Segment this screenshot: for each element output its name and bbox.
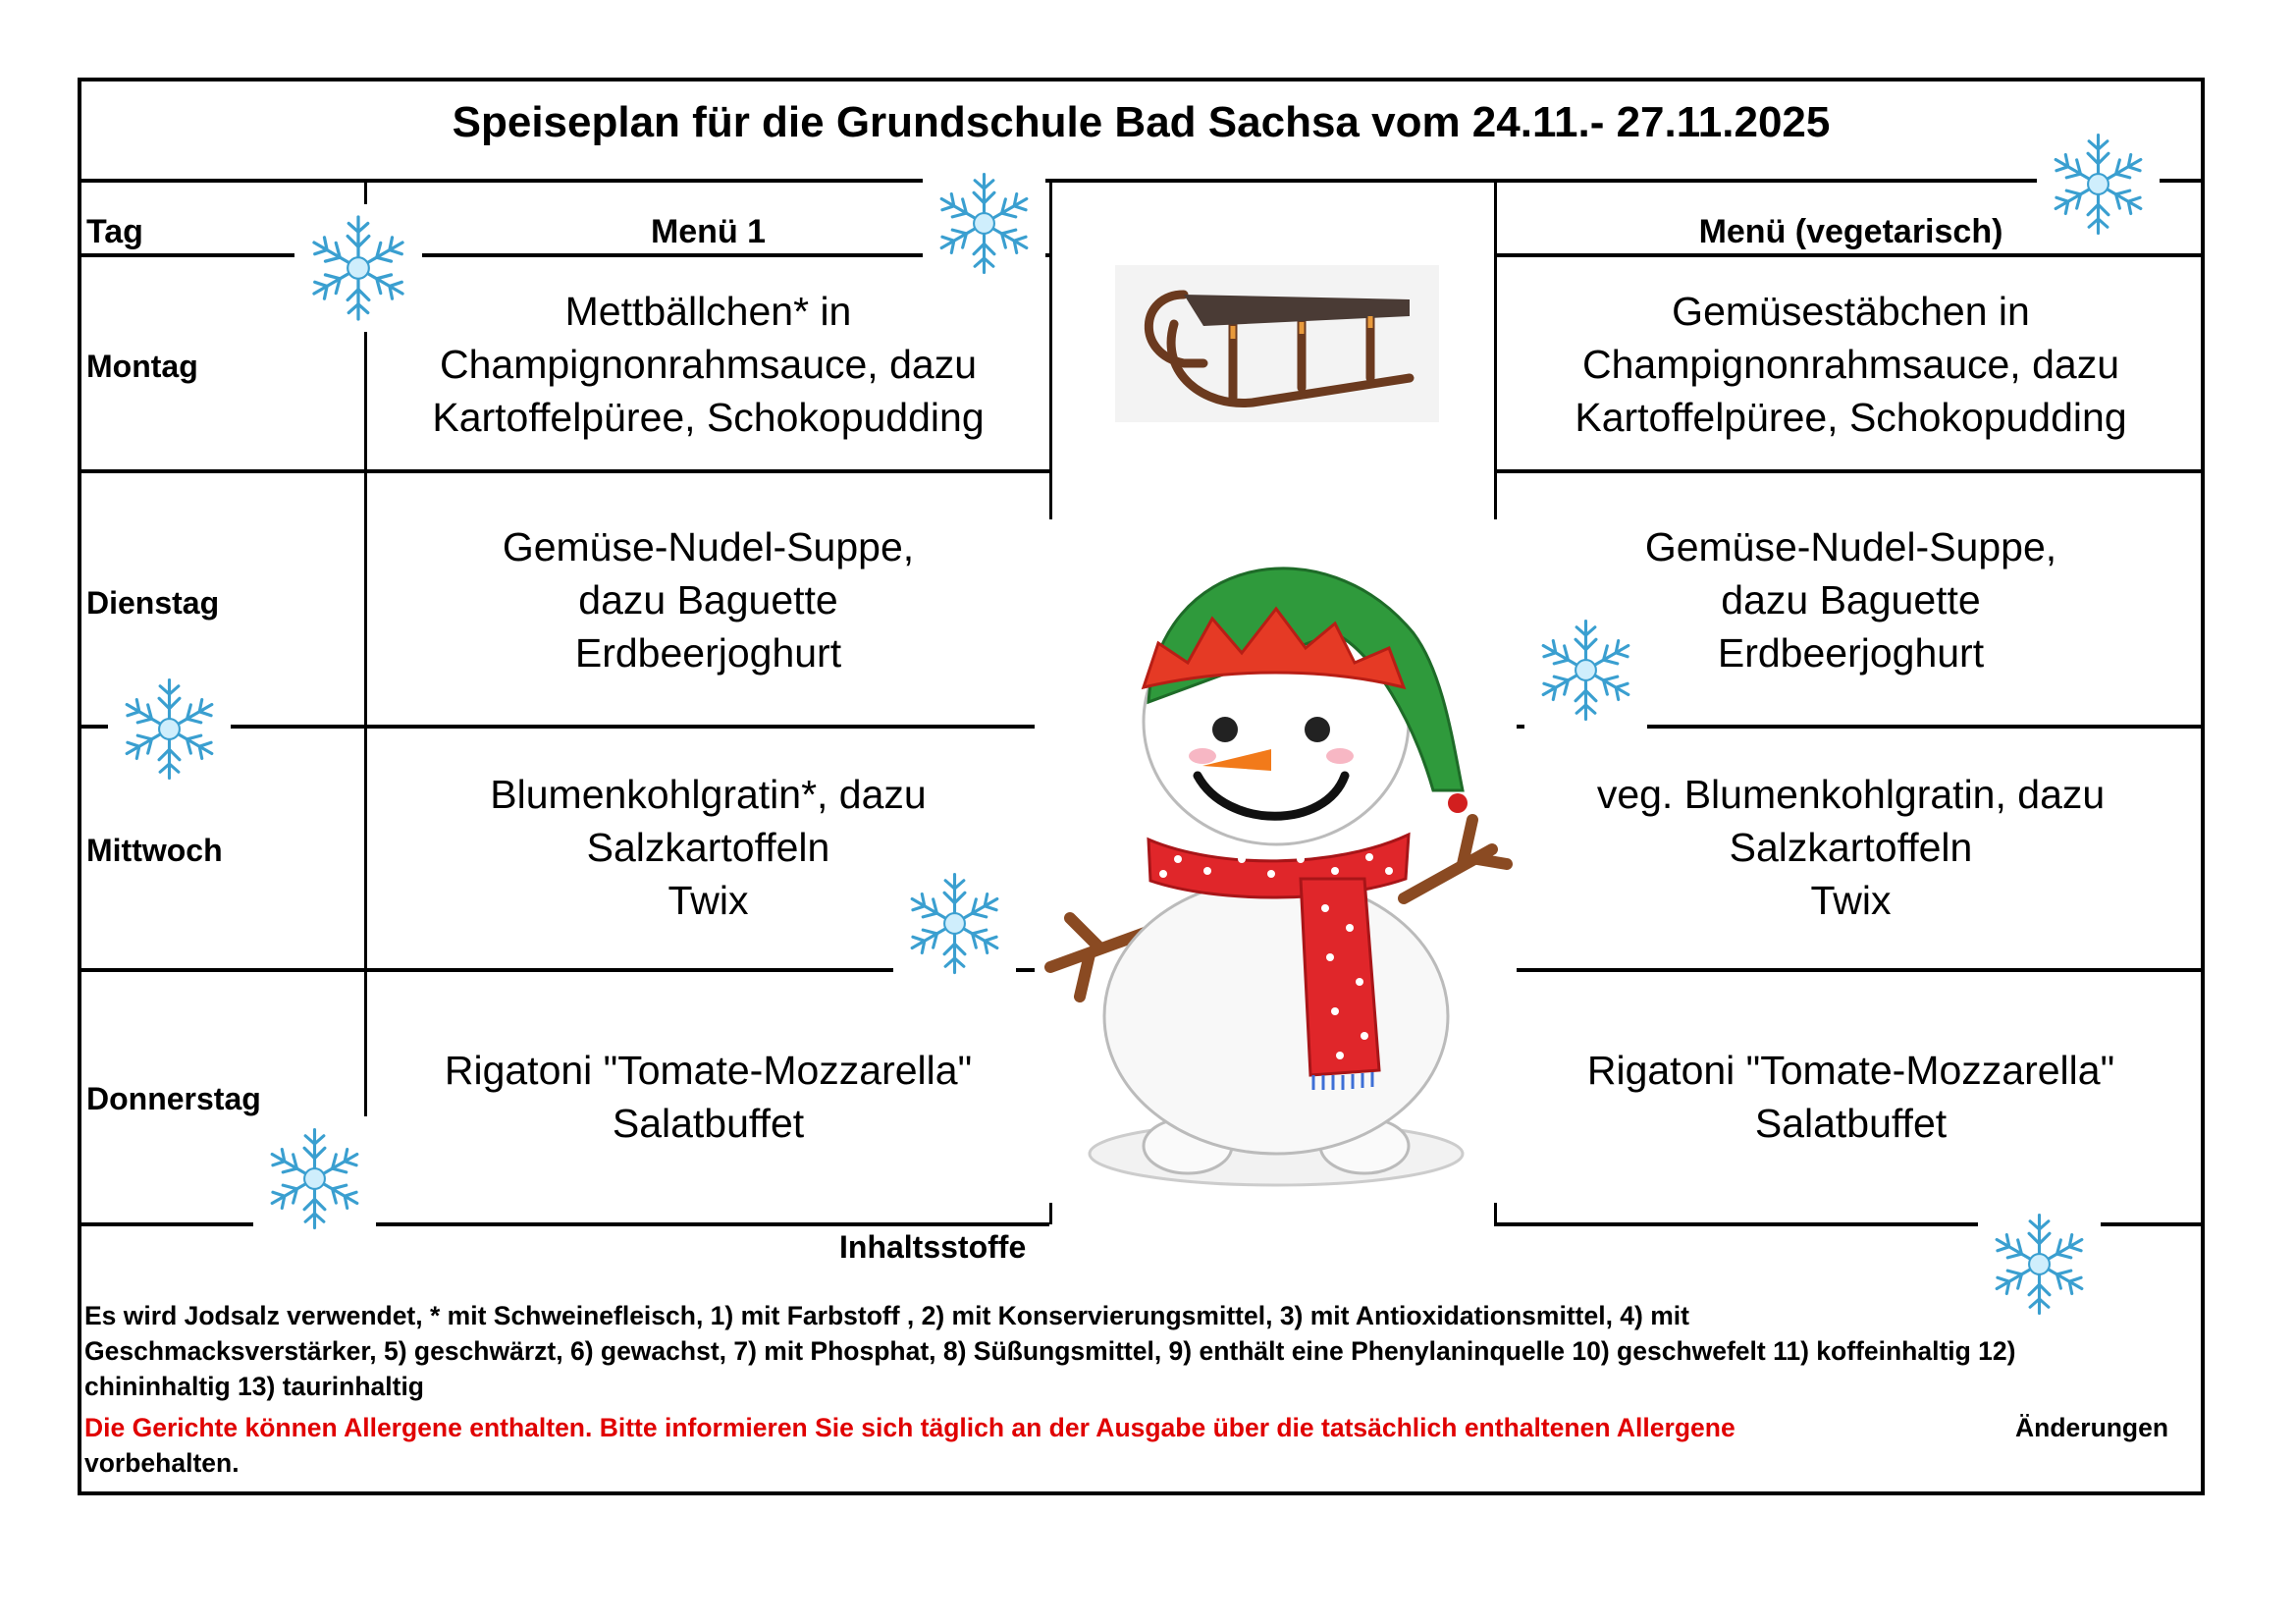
snowflake-icon: [1524, 609, 1647, 731]
changes-note: Änderungen: [2015, 1413, 2169, 1442]
ingredients-line-1: Es wird Jodsalz verwendet, * mit Schweinefleisch, 1) mit Farbstoff , 2) mit Konservierungsmittel, 3) mit Antioxidationsmittel, 4) mit: [84, 1301, 1689, 1330]
center-column-right-bottom: [1494, 1203, 1497, 1224]
dish-wednesday-menu1: Blumenkohlgratin*, dazu Salzkartoffeln Twix: [490, 772, 927, 923]
snowflake-icon: [253, 1117, 376, 1240]
snowman-icon: [1041, 525, 1531, 1203]
row-divider-1-left: [78, 469, 1049, 473]
snowflake-icon: [2037, 123, 2160, 245]
ingredients-line-3: chininhaltig 13) taurinhaltig: [84, 1372, 424, 1401]
header-day: Tag: [86, 213, 143, 250]
header-divider-right: [1494, 253, 2205, 257]
page-title: Speiseplan für die Grundschule Bad Sachsa vom 24.11.- 27.11.2025: [452, 98, 1831, 146]
dish-thursday-veg: Rigatoni "Tomate-Mozzarella" Salatbuffet: [1586, 1048, 2115, 1146]
dish-monday-menu1: Mettbällchen* in Champignonrahmsauce, dazu Kartoffelpüree, Schokopudding: [432, 289, 985, 440]
dish-tuesday-menu1: Gemüse-Nudel-Suppe, dazu Baguette Erdbeerjoghurt: [502, 524, 915, 676]
dish-thursday-menu1: Rigatoni "Tomate-Mozzarella" Salatbuffet: [444, 1048, 973, 1146]
center-column-left-top: [1049, 179, 1052, 519]
row-divider-3-left: [78, 968, 1035, 972]
day-monday: Montag: [86, 349, 198, 384]
dish-tuesday-veg: Gemüse-Nudel-Suppe, dazu Baguette Erdbeerjoghurt: [1644, 524, 2057, 676]
center-column-left-bottom: [1049, 1203, 1052, 1224]
day-thursday: Donnerstag: [86, 1081, 261, 1116]
snowflake-icon: [108, 668, 231, 790]
snowflake-icon: [294, 204, 422, 332]
ingredients-heading: Inhaltsstoffe: [839, 1229, 1027, 1265]
dish-wednesday-veg: veg. Blumenkohlgratin, dazu Salzkartoffeln Twix: [1596, 772, 2106, 923]
sled-icon: [1115, 265, 1439, 422]
row-divider-4-left: [78, 1222, 1049, 1226]
row-divider-3-right: [1517, 968, 2205, 972]
day-tuesday: Dienstag: [86, 585, 220, 621]
row-divider-1-right: [1494, 469, 2205, 473]
header-menu1: Menü 1: [650, 213, 767, 250]
changes-note-continued: vorbehalten.: [84, 1448, 240, 1478]
header-divider-left: [78, 253, 1049, 257]
snowflake-icon: [923, 162, 1045, 285]
title-divider: [78, 179, 2205, 183]
snowflake-icon: [893, 862, 1016, 985]
snowflake-icon: [1978, 1203, 2101, 1326]
allergen-warning: Die Gerichte können Allergene enthalten. Bitte informieren Sie sich täglich an der Ausgabe über die tatsächlich enthaltenen Allergene: [84, 1413, 1735, 1442]
day-wednesday: Mittwoch: [86, 833, 223, 868]
header-menu-veg: Menü (vegetarisch): [1698, 213, 2003, 250]
ingredients-line-2: Geschmacksverstärker, 5) geschwärzt, 6) gewachst, 7) mit Phosphat, 8) Süßungsmittel, 9) enthält eine Phenylaninquelle 10) geschwefelt 11) koffeinhaltig 12): [84, 1336, 2016, 1366]
dish-monday-veg: Gemüsestäbchen in Champignonrahmsauce, dazu Kartoffelpüree, Schokopudding: [1575, 289, 2127, 440]
